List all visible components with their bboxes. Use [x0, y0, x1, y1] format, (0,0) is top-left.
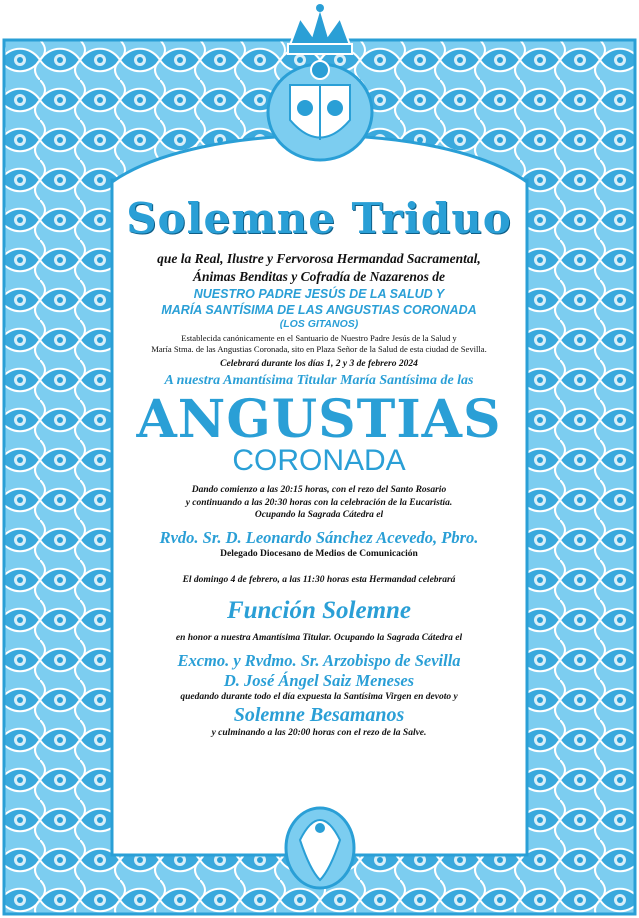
closing-line: y culminando a las 20:00 horas con el rezo de la Salve.	[211, 728, 427, 738]
coat-of-arms-icon	[268, 61, 372, 160]
archbishop-line-2: D. José Ángel Saiz Meneses	[223, 670, 415, 690]
document-title: Solemne Triduo	[126, 194, 512, 243]
besamanos-note: quedando durante todo el día expuesta la Santísima Virgen en devoto y	[180, 691, 458, 702]
established-line-2: María Stma. de las Angustias Coronada, sito en Plaza Señor de la Salud de esta ciudad de Sevilla.	[151, 344, 487, 354]
funcion-title: Función Solemne	[226, 597, 412, 624]
funcion-note: en honor a nuestra Amantísima Titular. Ocupando la Sagrada Cátedra el	[175, 633, 463, 643]
intro-line-1: que la Real, Ilustre y Fervorosa Hermandad Sacramental,	[157, 251, 481, 266]
intro-line-2: Ánimas Benditas y Cofradía de Nazarenos de	[192, 269, 446, 284]
triduo-line-2: y continuando a las 20:30 horas con la celebración de la Eucaristía.	[185, 497, 453, 508]
sunday-note: El domingo 4 de febrero, a las 11:30 horas esta Hermandad celebrará	[182, 574, 456, 585]
besamanos-title: Solemne Besamanos	[233, 704, 405, 726]
brotherhood-line-1: NUESTRO PADRE JESÚS DE LA SALUD Y	[193, 287, 445, 301]
triduo-line-3: Ocupando la Sagrada Cátedra el	[254, 510, 384, 520]
titular-name-2: CORONADA	[232, 444, 406, 477]
crown-icon	[288, 4, 352, 54]
brotherhood-line-3: (LOS GITANOS)	[279, 318, 359, 330]
pelican-icon	[286, 808, 354, 888]
brotherhood-line-2: MARÍA SANTÍSIMA DE LAS ANGUSTIAS CORONADA	[161, 303, 477, 317]
triduo-dates: Celebrará durante los días 1, 2 y 3 de febrero 2024	[220, 359, 418, 369]
titular-name: ANGUSTIAS	[136, 389, 502, 450]
document-body	[118, 190, 520, 740]
archbishop-line-1: Excmo. y Rvdmo. Sr. Arzobispo de Sevilla	[177, 650, 461, 670]
established-line-1: Establecida canónicamente en el Santuario de Nuestro Padre Jesús de la Salud y	[181, 333, 457, 343]
dedication: A nuestra Amantísima Titular María Santísima de las	[164, 373, 474, 388]
preacher-name: Rvdo. Sr. D. Leonardo Sánchez Acevedo, Pbro.	[159, 527, 479, 547]
preacher-role: Delegado Diocesano de Medios de Comunicación	[220, 548, 418, 559]
triduo-line-1: Dando comienzo a las 20:15 horas, con el rezo del Santo Rosario	[191, 485, 447, 495]
